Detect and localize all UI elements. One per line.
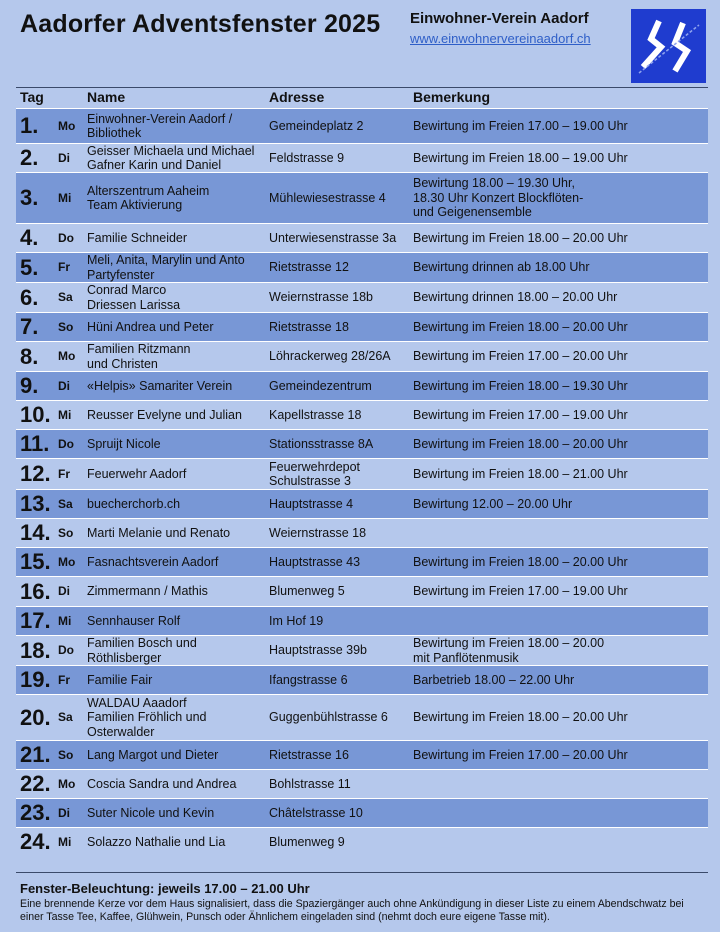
weekday: Di xyxy=(58,584,70,599)
table-row xyxy=(16,576,708,606)
remark: Bewirtung drinnen 18.00 – 20.00 Uhr xyxy=(413,290,618,305)
remark: Bewirtung 18.00 – 19.30 Uhr, 18.30 Uhr Konzert Blockflöten- und Geigenensemble xyxy=(413,176,584,220)
remark xyxy=(413,799,705,827)
address: Unterwiesenstrasse 3a xyxy=(269,230,397,245)
table-row xyxy=(16,429,708,458)
day-number: 5. xyxy=(20,254,39,280)
weekday: So xyxy=(58,747,74,762)
remark xyxy=(413,607,705,635)
address: Stationsstrasse 8A xyxy=(269,436,374,451)
table-row xyxy=(16,665,708,694)
weekday: So xyxy=(58,319,74,334)
day-number: 14. xyxy=(20,520,51,545)
host-name: WALDAU Aaadorf Familien Fröhlich und Osterwalder xyxy=(87,695,207,739)
host-name: buecherchorb.ch xyxy=(87,496,181,511)
remark: Bewirtung im Freien 18.00 – 20.00 Uhr xyxy=(413,319,628,334)
weekday: Mi xyxy=(58,834,72,849)
remark: Bewirtung drinnen ab 18.00 Uhr xyxy=(413,260,590,275)
remark: Bewirtung im Freien 18.00 – 21.00 Uhr xyxy=(413,466,628,481)
address: Bohlstrasse 11 xyxy=(269,776,351,791)
address: Châtelstrasse 10 xyxy=(269,805,363,820)
weekday: Sa xyxy=(58,710,73,725)
address: Rietstrasse 16 xyxy=(269,747,349,762)
table-row xyxy=(16,798,708,827)
day-number: 16. xyxy=(20,578,51,604)
column-header-name: Name xyxy=(87,89,126,105)
host-name: Feuerwehr Aadorf xyxy=(87,466,187,481)
lighting-hours-title: Fenster-Beleuchtung: jeweils 17.00 – 21.00 Uhr xyxy=(20,881,310,896)
address: Mühlewiesestrasse 4 xyxy=(269,190,386,205)
remark xyxy=(413,519,705,547)
remark: Bewirtung im Freien 18.00 – 20.00 Uhr xyxy=(413,436,628,451)
table-row xyxy=(16,172,708,223)
remark: Bewirtung im Freien 18.00 – 19.00 Uhr xyxy=(413,150,628,165)
weekday: Di xyxy=(58,805,70,820)
address: Feuerwehrdepot Schulstrasse 3 xyxy=(269,459,361,488)
footer-separator xyxy=(16,872,708,873)
table-row xyxy=(16,312,708,341)
address: Weiernstrasse 18 xyxy=(269,525,367,540)
address: Gemeindeplatz 2 xyxy=(269,118,364,133)
address: Hauptstrasse 43 xyxy=(269,554,361,569)
address: Feldstrasse 9 xyxy=(269,150,345,165)
remark xyxy=(413,770,705,798)
day-number: 17. xyxy=(20,608,51,633)
day-number: 15. xyxy=(20,549,51,574)
day-number: 4. xyxy=(20,225,39,250)
address: Hauptstrasse 39b xyxy=(269,643,367,658)
table-row xyxy=(16,252,708,282)
day-number: 24. xyxy=(20,829,51,854)
table-row xyxy=(16,827,708,856)
column-header-tag: Tag xyxy=(20,89,44,105)
host-name: Spruijt Nicole xyxy=(87,436,161,451)
host-name: Familie Schneider xyxy=(87,230,188,245)
weekday: Do xyxy=(58,230,74,245)
remark: Bewirtung im Freien 18.00 – 20.00 Uhr xyxy=(413,710,628,725)
table-row xyxy=(16,108,708,143)
table-row xyxy=(16,143,708,172)
weekday: Sa xyxy=(58,496,73,511)
weekday: So xyxy=(58,525,74,540)
address: Ifangstrasse 6 xyxy=(269,672,348,687)
day-number: 18. xyxy=(20,637,51,663)
host-name: Marti Melanie und Renato xyxy=(87,525,231,540)
day-number: 13. xyxy=(20,491,51,516)
host-name: Familien Ritzmann und Christen xyxy=(87,342,191,371)
weekday: Mo xyxy=(58,349,76,364)
day-number: 2. xyxy=(20,145,39,170)
day-number: 1. xyxy=(20,113,39,138)
day-number: 7. xyxy=(20,314,39,339)
host-name: Meli, Anita, Marylin und Anto Partyfenster xyxy=(87,253,245,282)
lighting-description: Eine brennende Kerze vor dem Haus signalisiert, dass die Spaziergänger auch ohne Ankündigung in dieser Liste zu einem Abendschwatz bei einer Tasse Tee, Kaffee, Glühwein, Punsch oder Ähnlichem eingeladen sind (nehmt doch eure eigene Tasse mit). xyxy=(20,898,684,923)
address: Im Hof 19 xyxy=(269,613,324,628)
weekday: Mo xyxy=(58,118,76,133)
remark: Bewirtung im Freien 18.00 – 20.00 Uhr xyxy=(413,554,628,569)
host-name: Einwohner-Verein Aadorf / Bibliothek xyxy=(87,111,233,140)
table-row xyxy=(16,740,708,769)
day-number: 22. xyxy=(20,771,51,796)
address: Rietstrasse 18 xyxy=(269,319,349,334)
table-row xyxy=(16,282,708,312)
address: Blumenweg 5 xyxy=(269,584,345,599)
table-row xyxy=(16,341,708,371)
remark: Bewirtung im Freien 18.00 – 20.00 Uhr xyxy=(413,230,628,245)
host-name: Familie Fair xyxy=(87,672,153,687)
host-name: Hüni Andrea und Peter xyxy=(87,319,214,334)
host-name: Alterszentrum Aaheim Team Aktivierung xyxy=(87,183,210,212)
day-number: 9. xyxy=(20,373,39,398)
remark: Bewirtung im Freien 17.00 – 19.00 Uhr xyxy=(413,118,628,133)
day-number: 3. xyxy=(20,185,39,210)
weekday: Sa xyxy=(58,290,73,305)
weekday: Mi xyxy=(58,613,72,628)
table-row xyxy=(16,223,708,252)
day-number: 10. xyxy=(20,402,51,427)
weekday: Fr xyxy=(58,672,70,687)
table-row xyxy=(16,458,708,489)
weekday: Do xyxy=(58,436,74,451)
remark: Bewirtung im Freien 17.00 – 20.00 Uhr xyxy=(413,747,628,762)
day-number: 8. xyxy=(20,343,39,369)
table-row xyxy=(16,489,708,518)
remark: Bewirtung 12.00 – 20.00 Uhr xyxy=(413,496,573,511)
day-number: 6. xyxy=(20,284,39,310)
host-name: Reusser Evelyne und Julian xyxy=(87,407,242,422)
table-row xyxy=(16,694,708,740)
address: Blumenweg 9 xyxy=(269,834,345,849)
address: Gemeindezentrum xyxy=(269,378,372,393)
weekday: Fr xyxy=(58,260,70,275)
remark: Bewirtung im Freien 18.00 – 20.00 mit Panflötenmusik xyxy=(413,636,605,665)
header-separator xyxy=(16,87,708,88)
remark: Bewirtung im Freien 17.00 – 20.00 Uhr xyxy=(413,349,628,364)
column-header-remark: Bemerkung xyxy=(413,89,491,105)
weekday: Di xyxy=(58,150,70,165)
host-name: Coscia Sandra und Andrea xyxy=(87,776,237,791)
website-link[interactable]: www.einwohnervereinaadorf.ch xyxy=(410,31,591,46)
table-row xyxy=(16,606,708,635)
table-row xyxy=(16,400,708,429)
weekday: Di xyxy=(58,378,70,393)
weekday: Fr xyxy=(58,466,70,481)
day-number: 12. xyxy=(20,461,51,486)
advent-schedule-table xyxy=(16,108,708,856)
address: Guggenbühlstrasse 6 xyxy=(269,710,388,725)
host-name: Lang Margot und Dieter xyxy=(87,747,219,762)
host-name: Conrad Marco Driessen Larissa xyxy=(87,283,181,312)
host-name: Sennhauser Rolf xyxy=(87,613,181,628)
address: Rietstrasse 12 xyxy=(269,260,349,275)
day-number: 19. xyxy=(20,667,51,692)
remark: Bewirtung im Freien 17.00 – 19.00 Uhr xyxy=(413,407,628,422)
table-row xyxy=(16,769,708,798)
host-name: Geisser Michaela und Michael Gafner Karin und Daniel xyxy=(87,143,255,172)
host-name: Suter Nicole und Kevin xyxy=(87,805,215,820)
address: Weiernstrasse 18b xyxy=(269,290,373,305)
weekday: Mo xyxy=(58,776,76,791)
remark: Barbetrieb 18.00 – 22.00 Uhr xyxy=(413,672,575,687)
host-name: «Helpis» Samariter Verein xyxy=(87,378,233,393)
table-row xyxy=(16,635,708,665)
remark xyxy=(413,828,705,856)
day-number: 23. xyxy=(20,800,51,825)
remark: Bewirtung im Freien 17.00 – 19.00 Uhr xyxy=(413,584,628,599)
table-row xyxy=(16,547,708,576)
host-name: Familien Bosch und Röthlisberger xyxy=(87,636,197,665)
organization-logo-icon xyxy=(631,9,706,83)
day-number: 21. xyxy=(20,742,51,767)
weekday: Mi xyxy=(58,407,72,422)
weekday: Do xyxy=(58,643,74,658)
host-name: Solazzo Nathalie und Lia xyxy=(87,834,226,849)
weekday: Mi xyxy=(58,190,72,205)
day-number: 11. xyxy=(20,431,50,456)
column-header-address: Adresse xyxy=(269,89,325,105)
weekday: Mo xyxy=(58,554,76,569)
address: Hauptstrasse 4 xyxy=(269,496,354,511)
address: Löhrackerweg 28/26A xyxy=(269,349,391,364)
address: Kapellstrasse 18 xyxy=(269,407,362,422)
table-row xyxy=(16,371,708,400)
remark: Bewirtung im Freien 18.00 – 19.30 Uhr xyxy=(413,378,628,393)
host-name: Zimmermann / Mathis xyxy=(87,584,208,599)
host-name: Fasnachtsverein Aadorf xyxy=(87,554,219,569)
page-title: Aadorfer Adventsfenster 2025 xyxy=(20,10,381,38)
day-number: 20. xyxy=(20,704,51,730)
table-row xyxy=(16,518,708,547)
organization-name: Einwohner-Verein Aadorf xyxy=(410,10,589,27)
